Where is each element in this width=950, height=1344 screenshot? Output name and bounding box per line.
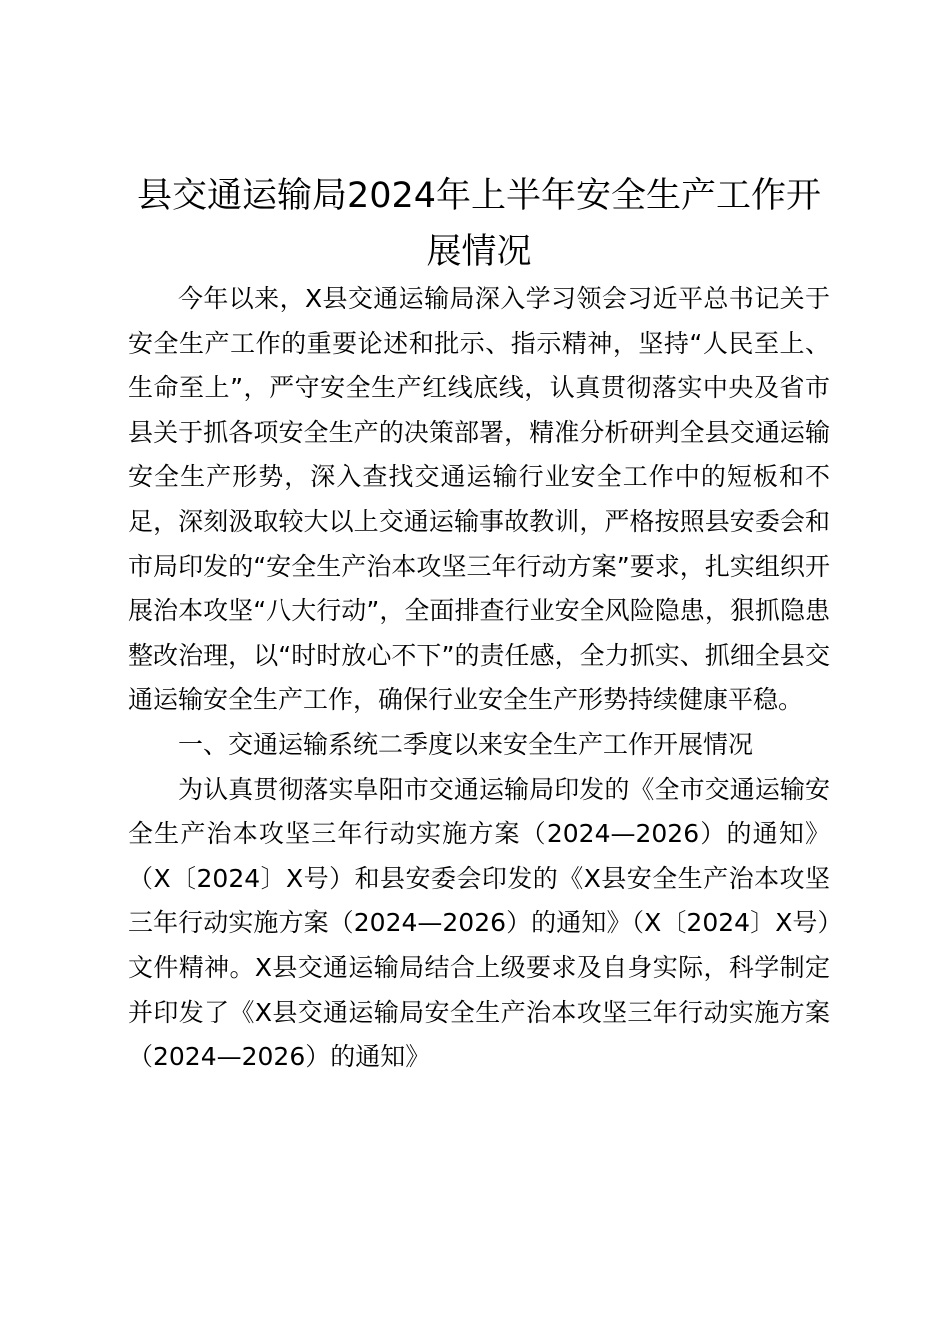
section-paragraph: 为认真贯彻落实阜阳市交通运输局印发的《全市交通运输安全生产治本攻坚三年行动实施方案（2024—2026）的通知》（X〔2024〕X号）和县安委会印发的《X县安全生产治本攻坚三年行动实施方案（2024—2026）的通知》（X〔2024〕X号）文件精神。X县交通运输局结合上级要求及自身实际，科学制定并印发了《X县交通运输局安全生产治本攻坚三年行动实施方案（2024—2026）的通知》 xyxy=(128,774,830,1072)
document-title: 县交通运输局2024年上半年安全生产工作开展情况 xyxy=(136,176,822,272)
section-heading: 一、交通运输系统二季度以来安全生产工作开展情况 xyxy=(178,729,754,759)
intro-paragraph: 今年以来，X县交通运输局深入学习领会习近平总书记关于安全生产工作的重要论述和批示、指示精神，坚持“人民至上、生命至上”，严守安全生产红线底线，认真贯彻落实中央及省市县关于抓各项安全生产的决策部署，精准分析研判全县交通运输安全生产形势，深入查找交通运输行业安全工作中的短板和不足，深刻汲取较大以上交通运输事故教训，严格按照县安委会和市局印发的“安全生产治本攻坚三年行动方案”要求，扎实组织开展治本攻坚“八大行动”，全面排查行业安全风险隐患，狠抓隐患整改治理，以“时时放心不下”的责任感，全力抓实、抓细全县交通运输安全生产工作，确保行业安全生产形势持续健康平稳。 xyxy=(128,284,830,715)
document-body xyxy=(128,277,830,1080)
